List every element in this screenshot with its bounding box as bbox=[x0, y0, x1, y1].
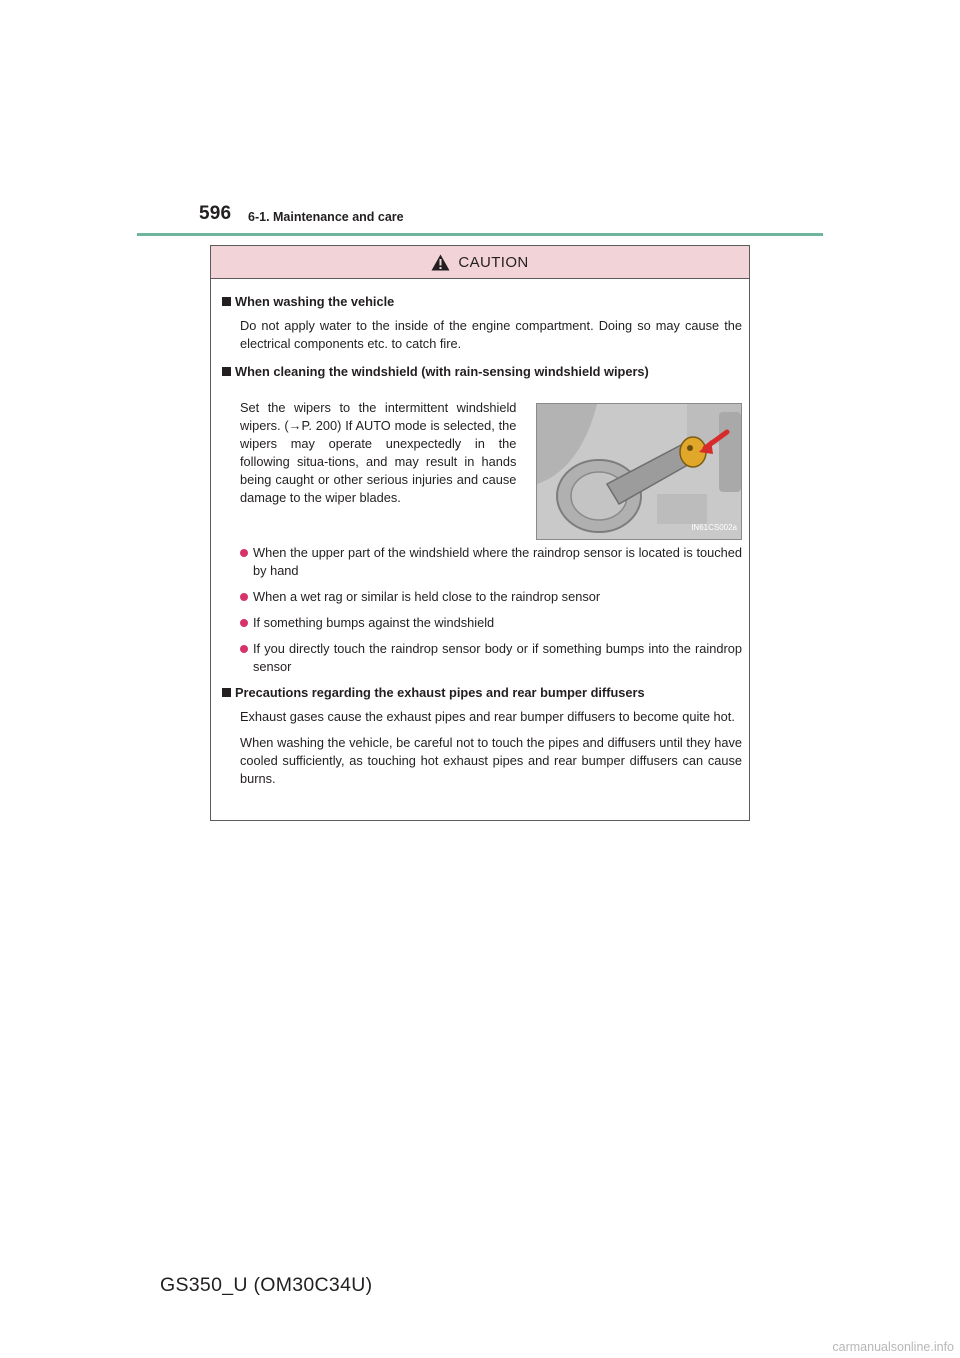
warning-triangle-icon bbox=[431, 254, 450, 271]
caution-title: CAUTION bbox=[458, 253, 529, 271]
caution-header bbox=[211, 246, 749, 279]
topic-heading-text: Precautions regarding the exhaust pipes and rear bumper diffusers bbox=[235, 685, 645, 700]
square-bullet-icon bbox=[222, 367, 231, 376]
topic-heading-exhaust bbox=[222, 684, 742, 702]
topic-heading-washing bbox=[222, 293, 742, 311]
bullet-dot-icon bbox=[240, 549, 248, 557]
wiper-intro-text: Set the wipers to the intermittent windshield wipers. (→P. 200) If AUTO mode is selected, the wipers may operate unexpectedly in the following situa-tions, and may result in hands being caught or other serious injuries and cause damage to the wiper blades. bbox=[240, 400, 517, 505]
caution-box bbox=[210, 245, 750, 821]
bullet-item bbox=[240, 640, 742, 676]
bullet-text: If you directly touch the raindrop sensor body or if something bumps into the raindrop sensor bbox=[253, 641, 742, 674]
section-title: 6-1. Maintenance and care bbox=[248, 210, 404, 224]
bullet-item bbox=[240, 588, 742, 606]
topic-heading-windshield bbox=[222, 363, 742, 381]
illustration-code: IN61CS002a bbox=[691, 523, 737, 532]
footer-model: GS350_U (OM30C34U) bbox=[160, 1274, 373, 1296]
paragraph: Exhaust gases cause the exhaust pipes and rear bumper diffusers to become quite hot. bbox=[240, 709, 735, 724]
bullet-dot-icon bbox=[240, 593, 248, 601]
paragraph: When washing the vehicle, be careful not to touch the pipes and diffusers until they have cooled sufficiently, as touching hot exhaust pipes and rear bumper diffusers can cause burns. bbox=[240, 735, 742, 786]
square-bullet-icon bbox=[222, 297, 231, 306]
wiper-block bbox=[240, 387, 742, 540]
square-bullet-icon bbox=[222, 688, 231, 697]
watermark: carmanualsonline.info bbox=[832, 1340, 954, 1354]
header-rule bbox=[137, 233, 823, 236]
wiper-switch-illustration bbox=[536, 403, 742, 540]
page-number: 596 bbox=[199, 203, 232, 224]
bullet-text: When the upper part of the windshield where the raindrop sensor is located is touched by hand bbox=[253, 545, 742, 578]
topic-heading-text: When washing the vehicle bbox=[235, 294, 395, 309]
paragraph: Do not apply water to the inside of the engine compartment. Doing so may cause the electrical components etc. to catch fire. bbox=[240, 318, 742, 351]
bullet-item bbox=[240, 614, 742, 632]
bullet-text: When a wet rag or similar is held close to the raindrop sensor bbox=[253, 589, 601, 604]
bullet-dot-icon bbox=[240, 619, 248, 627]
caution-body bbox=[211, 279, 749, 788]
bullet-dot-icon bbox=[240, 645, 248, 653]
bullet-item bbox=[240, 544, 742, 580]
bullet-text: If something bumps against the windshield bbox=[253, 615, 495, 630]
topic-heading-text: When cleaning the windshield (with rain-sensing windshield wipers) bbox=[235, 364, 649, 379]
